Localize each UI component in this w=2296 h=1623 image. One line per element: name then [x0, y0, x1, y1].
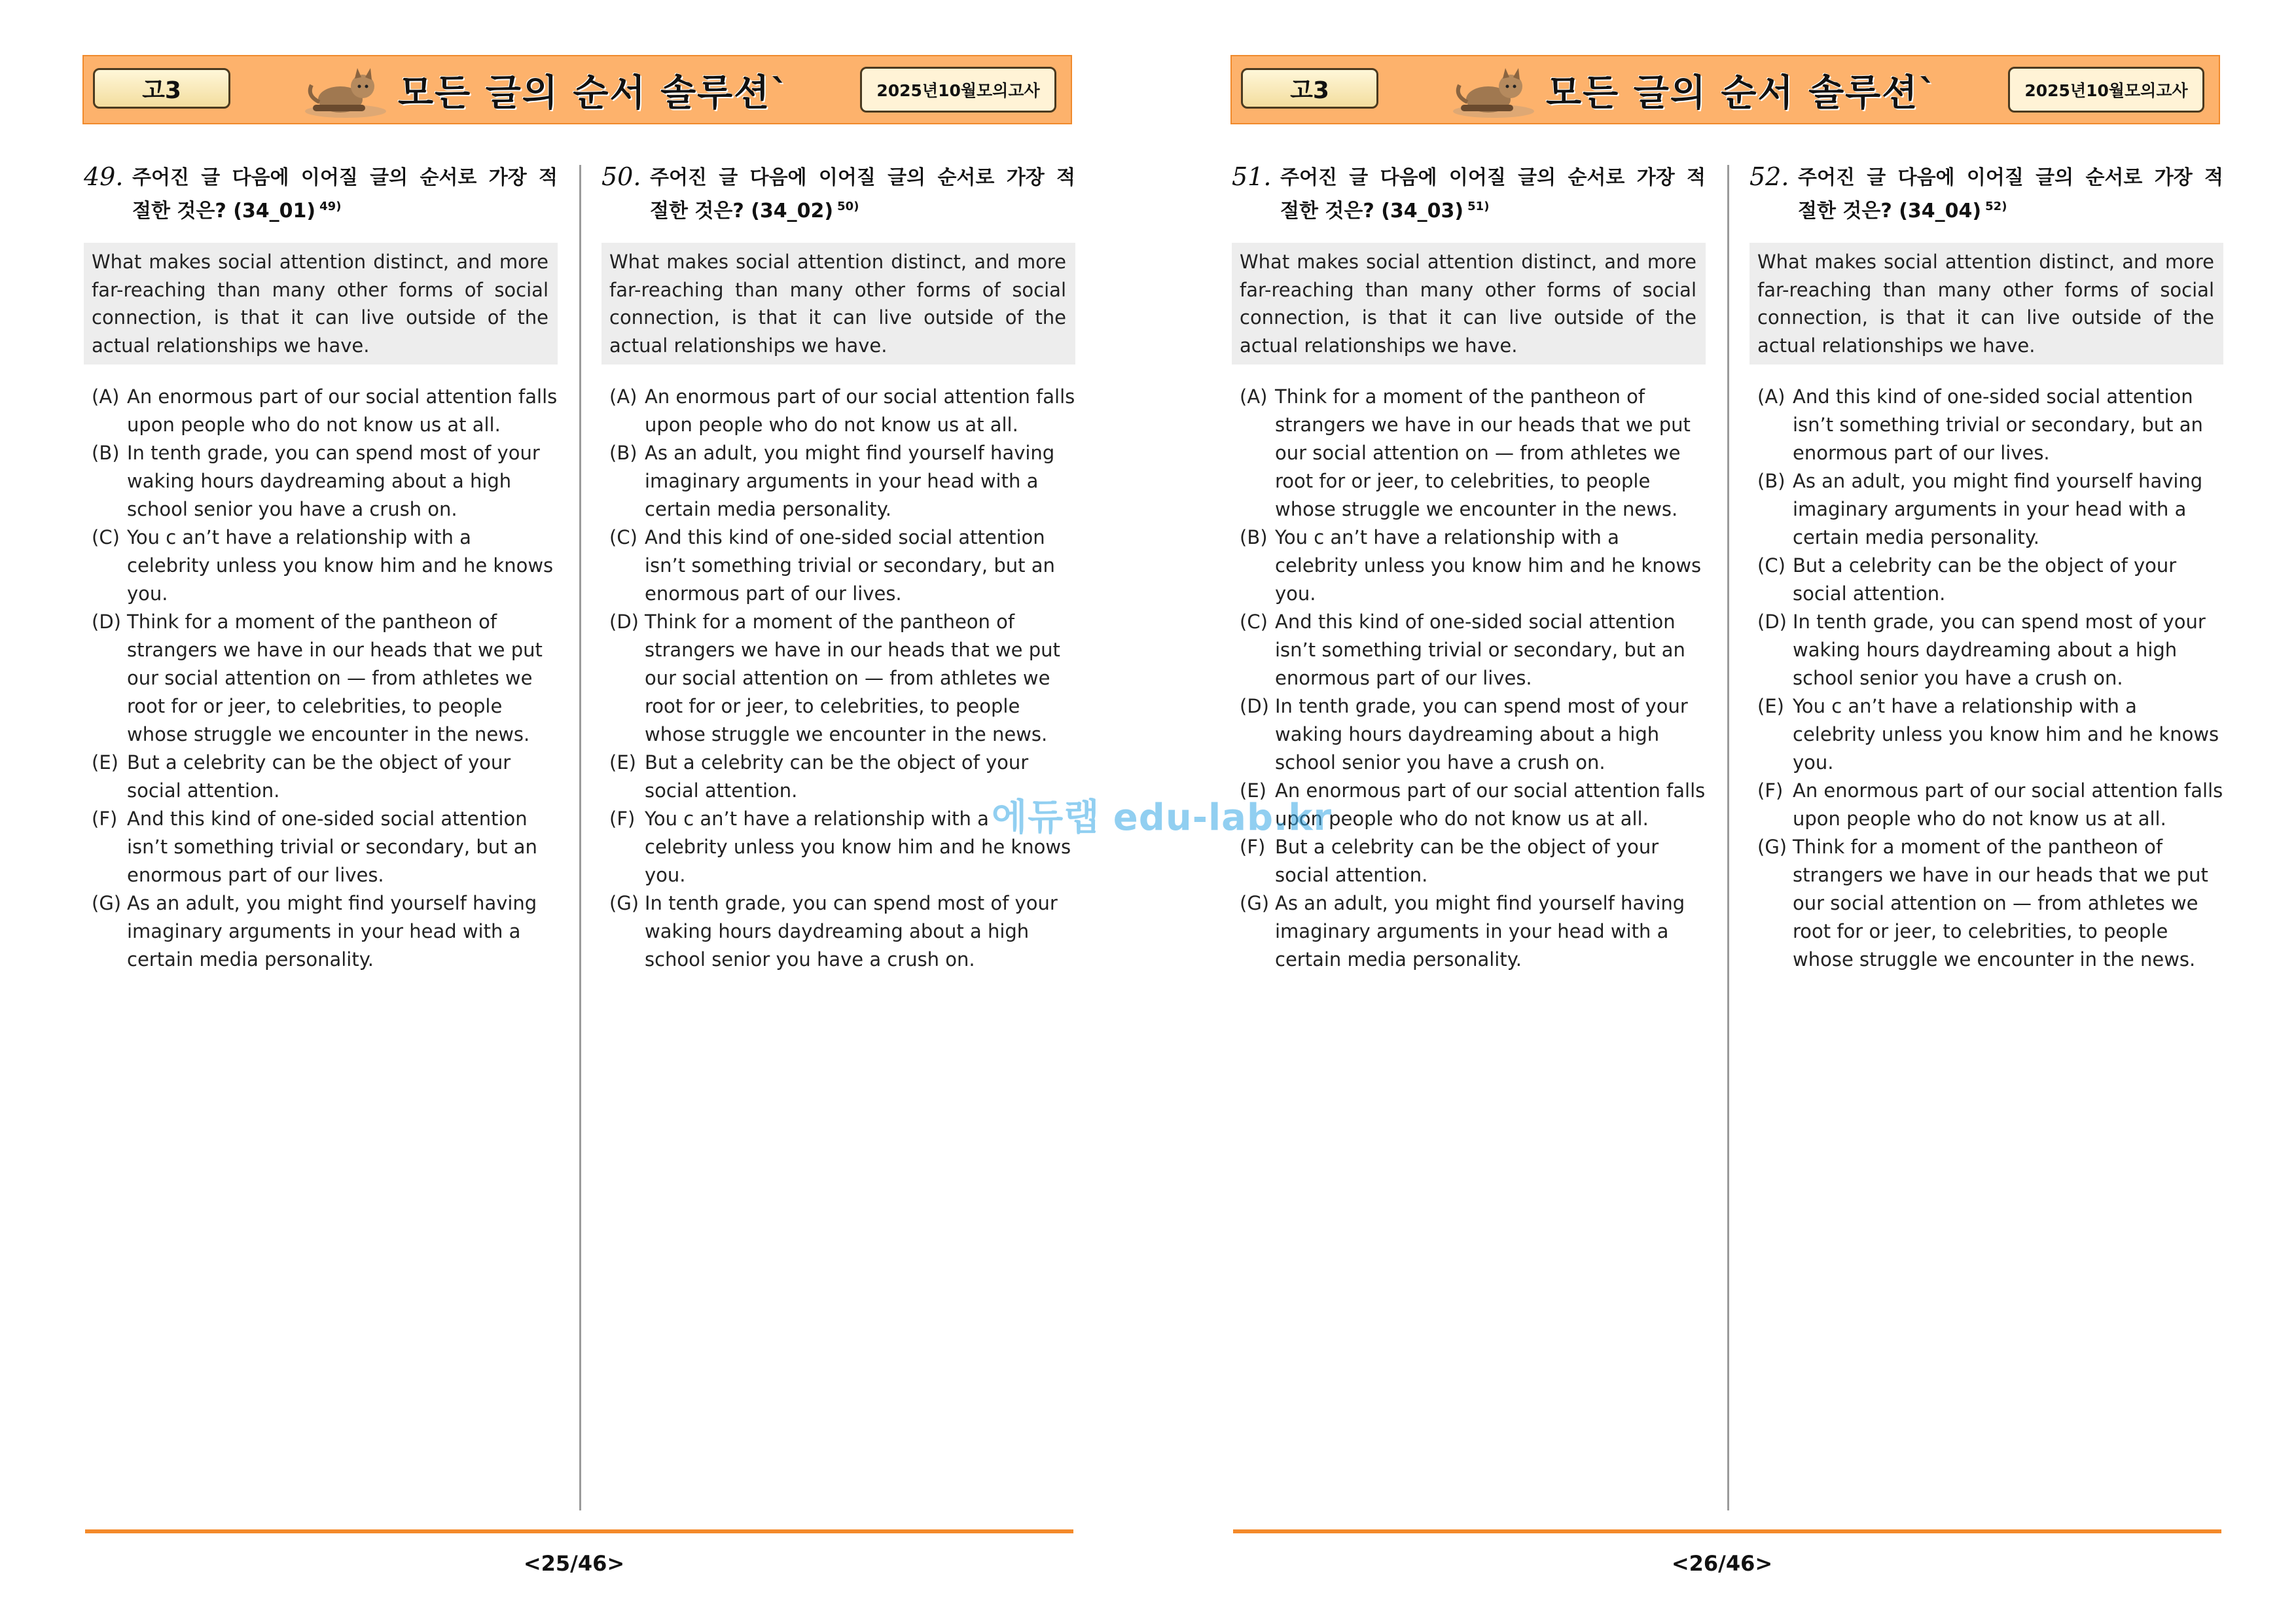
option-text: You c an’t have a relationship with a celebrity unless you know him and he knows you. — [1275, 526, 1702, 605]
option-item — [601, 383, 1075, 439]
question-title-cont: 절한 것은? (34_01) — [132, 200, 316, 223]
option-text: As an adult, you might find yourself having imaginary arguments in your head with a certain media personality. — [127, 892, 537, 971]
option-item — [84, 889, 558, 974]
footer-rule — [85, 1529, 1073, 1533]
option-text: You c an’t have a relationship with a celebrity unless you know him and he knows you. — [1793, 695, 2219, 774]
footnote-marker: 50) — [837, 200, 859, 213]
option-text: Think for a moment of the pantheon of strangers we have in our heads that we put our social attention on — from athletes we root for or jeer, to celebrities, to people whose struggle we encounter in the news. — [1793, 836, 2208, 971]
option-text: And this kind of one-sided social attention isn’t something trivial or secondary, but an enormous part of our lives. — [127, 808, 537, 886]
question-title: 주어진 글 다음에 이어질 글의 순서로 가장 적 — [1280, 166, 1706, 189]
option-item — [1749, 833, 2223, 974]
option-text: In tenth grade, you can spend most of your waking hours daydreaming about a high school senior you have a crush on. — [1793, 611, 2206, 689]
option-label: (C) — [609, 526, 637, 548]
option-item — [601, 889, 1075, 974]
question-heading — [84, 164, 558, 226]
option-label: (C) — [92, 526, 120, 548]
cat-icon — [1448, 63, 1539, 119]
option-text: You c an’t have a relationship with a celebrity unless you know him and he knows you. — [127, 526, 554, 605]
option-text: But a celebrity can be the object of your social attention. — [1275, 836, 1659, 886]
option-item — [1232, 383, 1706, 524]
option-label: (C) — [1757, 554, 1785, 577]
option-text: An enormous part of our social attention falls upon people who do not know us at all. — [127, 385, 558, 436]
option-text: An enormous part of our social attention falls upon people who do not know us at all. — [645, 385, 1075, 436]
question-title: 주어진 글 다음에 이어질 글의 순서로 가장 적 — [650, 166, 1075, 189]
option-label: (G) — [1757, 836, 1787, 858]
column-divider — [1727, 165, 1729, 1510]
option-text: An enormous part of our social attention falls upon people who do not know us at all. — [1793, 779, 2223, 830]
option-text: Think for a moment of the pantheon of strangers we have in our heads that we put our social attention on — from athletes we root for or jeer, to celebrities, to people whose struggle we encounter in the news. — [127, 611, 543, 745]
given-passage: What makes social attention distinct, and more far-reaching than many other forms of social connection, is that it can live outside of the actual relationships we have. — [84, 243, 558, 365]
exam-badge: 2025년10월모의고사 — [2008, 67, 2204, 113]
option-label: (B) — [1757, 470, 1785, 492]
question-number: 52. — [1749, 162, 1789, 191]
question-title-cont: 절한 것은? (34_03) — [1280, 200, 1464, 223]
option-item — [1749, 467, 2223, 552]
given-passage: What makes social attention distinct, and more far-reaching than many other forms of social connection, is that it can live outside of the actual relationships we have. — [1232, 243, 1706, 365]
question-number: 49. — [84, 162, 124, 191]
cat-icon — [300, 63, 391, 119]
option-item — [601, 524, 1075, 608]
question-title-cont: 절한 것은? (34_04) — [1798, 200, 1982, 223]
footer-rule — [1233, 1529, 2221, 1533]
option-label: (D) — [1757, 611, 1787, 633]
grade-badge: 고3 — [1241, 68, 1378, 109]
option-text: As an adult, you might find yourself having imaginary arguments in your head with a certain media personality. — [1793, 470, 2203, 548]
option-item — [84, 524, 558, 608]
question-heading — [1232, 164, 1706, 226]
option-label: (A) — [92, 385, 120, 408]
option-item — [84, 749, 558, 805]
option-text: And this kind of one-sided social attention isn’t something trivial or secondary, but an enormous part of our lives. — [645, 526, 1055, 605]
option-label: (E) — [609, 751, 636, 774]
option-item — [1232, 833, 1706, 889]
option-item — [1749, 608, 2223, 692]
question-50 — [601, 164, 1075, 974]
option-text: As an adult, you might find yourself having imaginary arguments in your head with a certain media personality. — [1275, 892, 1685, 971]
option-label: (F) — [609, 808, 636, 830]
option-list — [84, 383, 558, 974]
option-item — [1749, 777, 2223, 833]
option-text: In tenth grade, you can spend most of your waking hours daydreaming about a high school senior you have a crush on. — [645, 892, 1058, 971]
footnote-marker: 52) — [1985, 200, 2007, 213]
option-label: (D) — [1240, 695, 1269, 717]
option-item — [1749, 383, 2223, 467]
series-title: 모든 글의 순서 솔루션` — [398, 72, 791, 115]
option-item — [1749, 692, 2223, 777]
given-passage: What makes social attention distinct, and more far-reaching than many other forms of social connection, is that it can live outside of the actual relationships we have. — [1749, 243, 2223, 365]
footnote-marker: 49) — [319, 200, 342, 213]
option-label: (G) — [1240, 892, 1270, 914]
option-item — [1232, 524, 1706, 608]
question-52 — [1749, 164, 2223, 974]
option-label: (F) — [1757, 779, 1784, 802]
option-text: But a celebrity can be the object of your social attention. — [127, 751, 511, 802]
option-label: (A) — [609, 385, 637, 408]
option-item — [1232, 889, 1706, 974]
option-text: And this kind of one-sided social attention isn’t something trivial or secondary, but an enormous part of our lives. — [1793, 385, 2203, 464]
watermark: 에듀랩 edu-lab.kr — [992, 796, 1333, 839]
option-label: (E) — [1757, 695, 1784, 717]
question-51 — [1232, 164, 1706, 974]
option-list — [601, 383, 1075, 974]
option-text: But a celebrity can be the object of your social attention. — [645, 751, 1029, 802]
option-label: (F) — [92, 808, 118, 830]
given-passage: What makes social attention distinct, and more far-reaching than many other forms of social connection, is that it can live outside of the actual relationships we have. — [601, 243, 1075, 365]
option-label: (A) — [1240, 385, 1268, 408]
header-banner — [1230, 55, 2220, 124]
option-label: (E) — [92, 751, 118, 774]
option-label: (F) — [1240, 836, 1266, 858]
option-text: In tenth grade, you can spend most of your waking hours daydreaming about a high school senior you have a crush on. — [127, 442, 540, 520]
option-text: But a celebrity can be the object of your social attention. — [1793, 554, 2177, 605]
question-number: 51. — [1232, 162, 1272, 191]
series-title: 모든 글의 순서 솔루션` — [1546, 72, 1939, 115]
page-number: <26/46> — [1671, 1551, 1773, 1576]
option-item — [1232, 692, 1706, 777]
option-list — [1232, 383, 1706, 974]
option-label: (D) — [609, 611, 639, 633]
option-item — [84, 608, 558, 749]
option-text: An enormous part of our social attention falls upon people who do not know us at all. — [1275, 779, 1706, 830]
option-item — [601, 608, 1075, 749]
option-label: (A) — [1757, 385, 1785, 408]
option-label: (E) — [1240, 779, 1266, 802]
option-label: (B) — [92, 442, 120, 464]
option-label: (B) — [609, 442, 637, 464]
footnote-marker: 51) — [1467, 200, 1490, 213]
option-text: In tenth grade, you can spend most of your waking hours daydreaming about a high school senior you have a crush on. — [1275, 695, 1688, 774]
question-title: 주어진 글 다음에 이어질 글의 순서로 가장 적 — [1798, 166, 2223, 189]
option-text: Think for a moment of the pantheon of strangers we have in our heads that we put our social attention on — from athletes we root for or jeer, to celebrities, to people whose struggle we encounter in the news. — [1275, 385, 1691, 520]
question-49 — [84, 164, 558, 974]
option-text: Think for a moment of the pantheon of strangers we have in our heads that we put our social attention on — from athletes we root for or jeer, to celebrities, to people whose struggle we encounter in the news. — [645, 611, 1060, 745]
option-item — [1749, 552, 2223, 608]
option-item — [84, 805, 558, 889]
question-title-cont: 절한 것은? (34_02) — [650, 200, 834, 223]
option-text: And this kind of one-sided social attention isn’t something trivial or secondary, but an enormous part of our lives. — [1275, 611, 1685, 689]
option-item — [601, 439, 1075, 524]
option-label: (G) — [609, 892, 639, 914]
column-divider — [579, 165, 581, 1510]
option-item — [84, 439, 558, 524]
question-heading — [601, 164, 1075, 226]
option-item — [1232, 608, 1706, 692]
option-text: As an adult, you might find yourself having imaginary arguments in your head with a certain media personality. — [645, 442, 1055, 520]
option-label: (D) — [92, 611, 121, 633]
exam-badge: 2025년10월모의고사 — [860, 67, 1056, 113]
option-list — [1749, 383, 2223, 974]
question-heading — [1749, 164, 2223, 226]
question-number: 50. — [601, 162, 641, 191]
grade-badge: 고3 — [93, 68, 230, 109]
option-text: You c an’t have a relationship with a celebrity unless you know him and he knows you. — [645, 808, 1071, 886]
option-label: (G) — [92, 892, 122, 914]
header-banner — [82, 55, 1072, 124]
option-label: (C) — [1240, 611, 1268, 633]
page-number: <25/46> — [523, 1551, 625, 1576]
question-title: 주어진 글 다음에 이어질 글의 순서로 가장 적 — [132, 166, 558, 189]
option-item — [84, 383, 558, 439]
option-label: (B) — [1240, 526, 1268, 548]
